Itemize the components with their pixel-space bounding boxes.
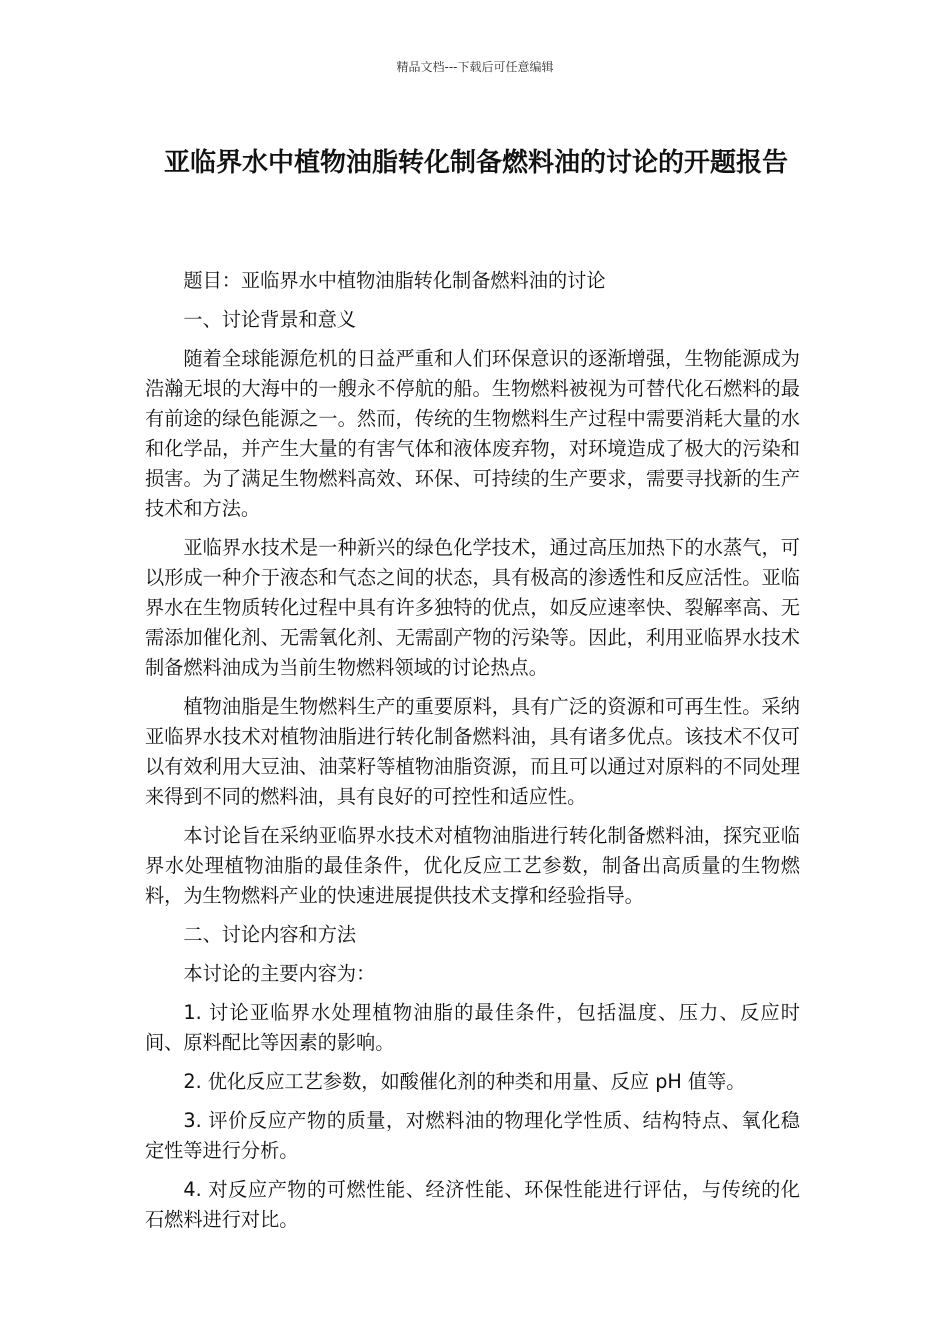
list-item: 2. 优化反应工艺参数，如酸催化剂的种类和用量、反应 pH 值等。 [183, 1070, 746, 1093]
subject-line: 题目：亚临界水中植物油脂转化制备燃料油的讨论 [183, 269, 606, 292]
list-item: 3. 评价反应产物的质量，对燃料油的物理化学性质、结构特点、氧化稳定性等进行分析。 [145, 1109, 800, 1162]
document-title: 亚临界水中植物油脂转化制备燃料油的讨论的开题报告 [163, 148, 788, 178]
document-body [145, 266, 800, 1244]
section-heading-content: 二、讨论内容和方法 [183, 923, 357, 946]
section-heading-background: 一、讨论背景和意义 [183, 308, 357, 331]
content-intro: 本讨论的主要内容为： [183, 962, 376, 985]
list-item: 4. 对反应产物的可燃性能、经济性能、环保性能进行评估，与传统的化石燃料进行对比。 [145, 1178, 800, 1231]
paragraph: 随着全球能源危机的日益严重和人们环保意识的逐渐增强，生物能源成为浩瀚无垠的大海中的一艘永不停航的船。生物燃料被视为可替代化石燃料的最有前途的绿色能源之一。然而，传统的生物燃料生产过程中需要消耗大量的水和化学品，并产生大量的有害气体和液体废弃物，对环境造成了极大的污染和损害。为了满足生物燃料高效、环保、可持续的生产要求，需要寻找新的生产技术和方法。 [145, 347, 800, 520]
paragraph: 亚临界水技术是一种新兴的绿色化学技术，通过高压加热下的水蒸气，可以形成一种介于液态和气态之间的状态，具有极高的渗透性和反应活性。亚临界水在生物质转化过程中具有许多独特的优点，如反应速率快、裂解率高、无需添加催化剂、无需氧化剂、无需副产物的污染等。因此，利用亚临界水技术制备燃料油成为当前生物燃料领域的讨论热点。 [145, 536, 800, 679]
paragraph: 本讨论旨在采纳亚临界水技术对植物油脂进行转化制备燃料油，探究亚临界水处理植物油脂的最佳条件，优化反应工艺参数，制备出高质量的生物燃料，为生物燃料产业的快速进展提供技术支撑和经验指导。 [145, 824, 800, 907]
list-item: 1. 讨论亚临界水处理植物油脂的最佳条件，包括温度、压力、反应时间、原料配比等因素的影响。 [145, 1001, 800, 1054]
paragraph: 植物油脂是生物燃料生产的重要原料，具有广泛的资源和可再生性。采纳亚临界水技术对植物油脂进行转化制备燃料油，具有诸多优点。该技术不仅可以有效利用大豆油、油菜籽等植物油脂资源，而且可以通过对原料的不同处理来得到不同的燃料油，具有良好的可控性和适应性。 [145, 695, 800, 808]
header-note: 精品文档---下载后可任意编辑 [396, 60, 554, 74]
